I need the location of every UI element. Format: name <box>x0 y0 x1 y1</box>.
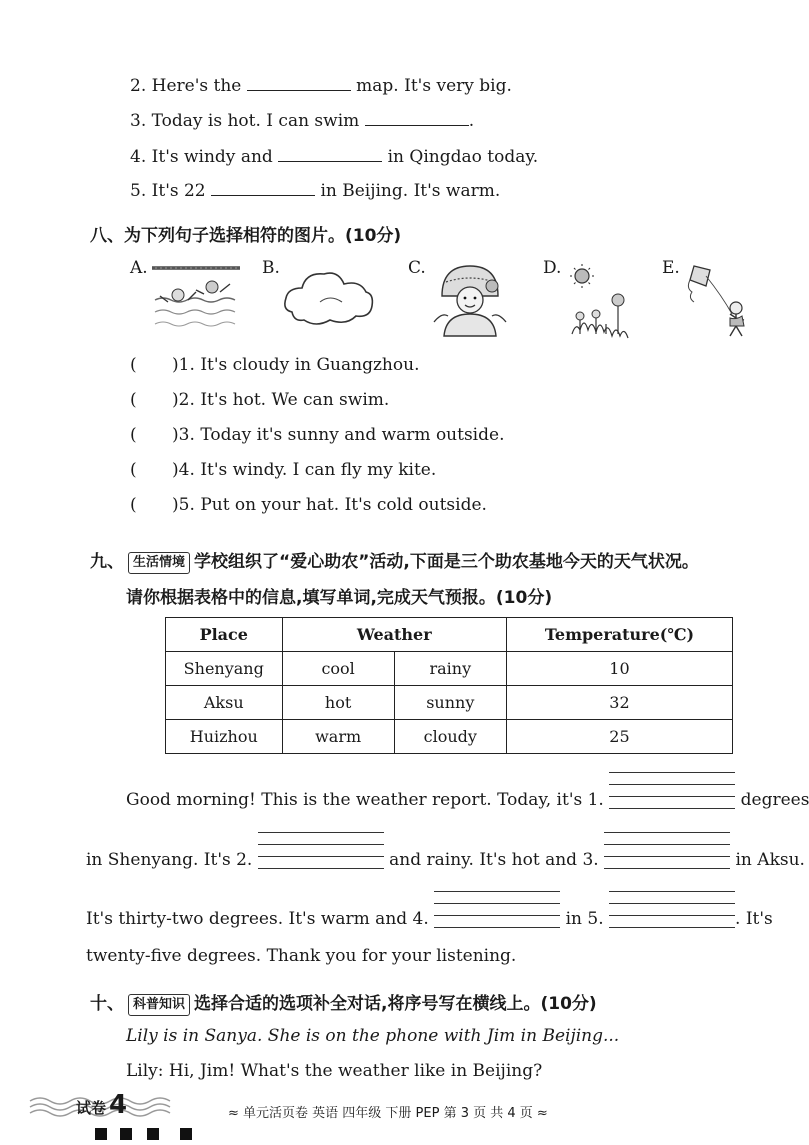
sentence-end: . <box>468 111 475 131</box>
picture-label-b: B. <box>262 258 280 278</box>
fill-in-line-3 <box>130 107 474 131</box>
picture-label-d: D. <box>543 258 562 278</box>
report-line-4: twenty-five degrees. Thank you for your listening. <box>86 946 517 966</box>
paper-label-text: 试卷 <box>76 1099 107 1117</box>
table-header: Place <box>166 618 283 652</box>
answer-blank[interactable] <box>278 143 382 162</box>
writing-blank-5[interactable] <box>609 902 735 924</box>
section-tag: 科普知识 <box>128 994 190 1016</box>
paper-label <box>76 1090 127 1120</box>
section-9-subtitle: 请你根据表格中的信息,填写单词,完成天气预报。(10分) <box>126 588 553 608</box>
footer-square <box>120 1128 132 1140</box>
item-number: )4. <box>172 460 195 480</box>
table-cell: 25 <box>506 720 732 754</box>
table-cell: 32 <box>506 686 732 720</box>
choice-item-4 <box>130 460 436 480</box>
table-row <box>166 686 733 720</box>
section-number: 十、 <box>90 994 124 1014</box>
table-cell: sunny <box>394 686 506 720</box>
open-paren: ( <box>130 425 137 445</box>
table-cell: warm <box>282 720 394 754</box>
table-header-row <box>166 618 733 652</box>
report-text: degrees <box>740 790 809 810</box>
footer-square <box>147 1128 159 1140</box>
picture-label-a: A. <box>130 258 148 278</box>
report-text: Good morning! This is the weather report. Today, it's 1. <box>126 790 604 810</box>
sentence-end: map. It's very big. <box>356 76 512 96</box>
answer-blank[interactable] <box>365 107 469 126</box>
title-line-1: 学校组织了“爱心助农”活动,下面是三个助农基地今天的天气状况。 <box>194 552 699 572</box>
report-line-1 <box>126 783 809 810</box>
section-number: 九、 <box>90 552 124 572</box>
writing-blank-4[interactable] <box>434 902 560 924</box>
report-text: in 5. <box>565 909 604 929</box>
sun-flowers-icon <box>566 262 638 338</box>
item-number: )2. <box>172 390 195 410</box>
title-text: 选择合适的选项补全对话,将序号写在横线上。(10分) <box>194 994 597 1014</box>
table-cell: rainy <box>394 652 506 686</box>
open-paren: ( <box>130 495 137 515</box>
item-text: It's cloudy in Guangzhou. <box>200 355 420 375</box>
item-number: )1. <box>172 355 195 375</box>
item-number: 5. <box>130 181 147 201</box>
open-paren: ( <box>130 390 137 410</box>
footer-info: ≈ 单元活页卷 英语 四年级 下册 PEP 第 3 页 共 4 页 ≈ <box>228 1106 548 1121</box>
writing-blank-2[interactable] <box>258 843 384 865</box>
open-paren: ( <box>130 460 137 480</box>
table-header: Weather <box>282 618 506 652</box>
answer-blank[interactable] <box>247 72 351 91</box>
sentence-start: Here's the <box>151 76 242 96</box>
item-number: )3. <box>172 425 195 445</box>
item-text: Put on your hat. It's cold outside. <box>200 495 487 515</box>
item-text: Today it's sunny and warm outside. <box>200 425 505 445</box>
choice-item-5 <box>130 495 487 515</box>
fill-in-line-5 <box>130 177 500 201</box>
cloud-icon <box>280 262 380 332</box>
answer-blank[interactable] <box>211 177 315 196</box>
item-number: 2. <box>130 76 147 96</box>
fill-in-line-2 <box>130 72 512 96</box>
table-cell: cool <box>282 652 394 686</box>
kite-icon <box>684 262 754 340</box>
sentence-start: It's windy and <box>151 147 273 167</box>
writing-blank-1[interactable] <box>609 783 735 805</box>
item-number: 4. <box>130 147 147 167</box>
girl-with-hat-icon <box>430 262 510 338</box>
table-cell: cloudy <box>394 720 506 754</box>
sentence-start: It's 22 <box>151 181 206 201</box>
sentence-end: in Qingdao today. <box>387 147 539 167</box>
table-row <box>166 720 733 754</box>
choice-item-2 <box>130 390 389 410</box>
weather-table <box>165 617 733 754</box>
item-text: It's hot. We can swim. <box>200 390 390 410</box>
dialogue-line-1: Lily: Hi, Jim! What's the weather like in Beijing? <box>126 1061 543 1081</box>
table-cell: Shenyang <box>166 652 283 686</box>
paper-number: 4 <box>109 1090 128 1120</box>
item-text: It's windy. I can fly my kite. <box>200 460 437 480</box>
report-text: and rainy. It's hot and 3. <box>389 850 599 870</box>
writing-blank-3[interactable] <box>604 843 730 865</box>
section-tag: 生活情境 <box>128 552 190 574</box>
footer-square <box>95 1128 107 1140</box>
report-text: It's thirty-two degrees. It's warm and 4. <box>86 909 429 929</box>
report-text: . It's <box>735 909 773 929</box>
choice-item-1 <box>130 355 419 375</box>
table-header: Temperature(℃) <box>506 618 732 652</box>
picture-label-e: E. <box>662 258 680 278</box>
choice-item-3 <box>130 425 504 445</box>
item-number: )5. <box>172 495 195 515</box>
item-number: 3. <box>130 111 147 131</box>
dialogue-intro: Lily is in Sanya. She is on the phone with Jim in Beijing... <box>126 1026 620 1046</box>
section-8-title: 八、为下列句子选择相符的图片。(10分) <box>90 226 402 246</box>
report-line-3 <box>86 902 773 929</box>
report-text: in Shenyang. It's 2. <box>86 850 253 870</box>
open-paren: ( <box>130 355 137 375</box>
report-line-2 <box>86 843 805 870</box>
swimming-icon <box>150 262 242 334</box>
table-cell: 10 <box>506 652 732 686</box>
table-cell: Aksu <box>166 686 283 720</box>
section-10-title <box>90 989 597 1016</box>
table-cell: hot <box>282 686 394 720</box>
table-row <box>166 652 733 686</box>
picture-label-c: C. <box>408 258 426 278</box>
section-9-title <box>90 547 699 574</box>
table-cell: Huizhou <box>166 720 283 754</box>
fill-in-line-4 <box>130 143 538 167</box>
sentence-end: in Beijing. It's warm. <box>320 181 501 201</box>
sentence-start: Today is hot. I can swim <box>151 111 360 131</box>
report-text: in Aksu. <box>735 850 805 870</box>
footer-square <box>180 1128 192 1140</box>
